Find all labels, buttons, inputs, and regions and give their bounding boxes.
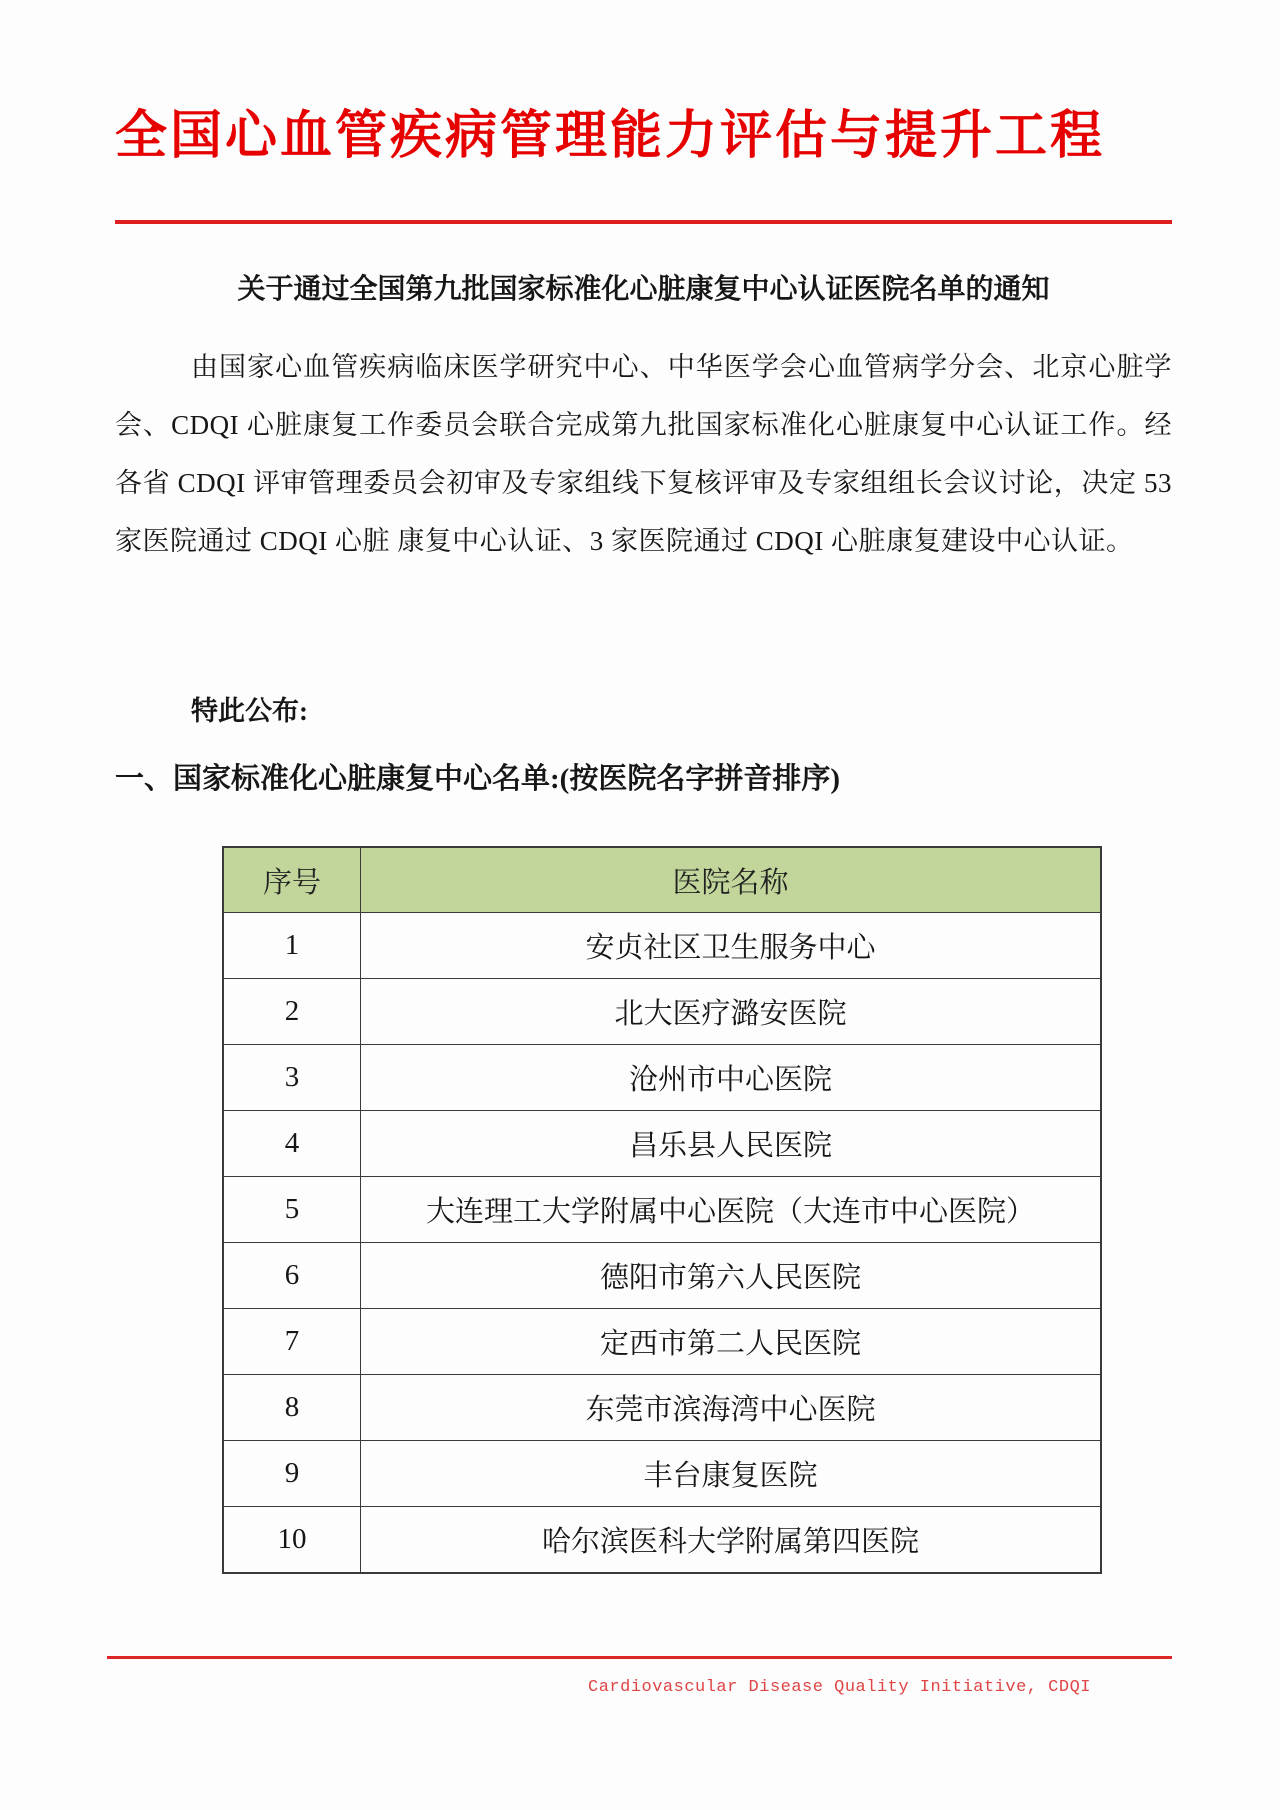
section-heading: 一、国家标准化心脏康复中心名单:(按医院名字拼音排序)	[115, 763, 840, 796]
row-index: 2	[223, 979, 361, 1045]
hospital-name: 哈尔滨医科大学附属第四医院	[361, 1507, 1102, 1574]
hospital-name: 定西市第二人民医院	[361, 1309, 1102, 1375]
row-index: 10	[223, 1507, 361, 1574]
header-row	[223, 847, 1101, 913]
table-row	[223, 1375, 1101, 1441]
title-divider-rule	[115, 220, 1172, 224]
row-index: 3	[223, 1045, 361, 1111]
hospital-table	[222, 846, 1102, 1574]
footer-organization-name: Cardiovascular Disease Quality Initiative, CDQI	[588, 1678, 1091, 1697]
hospital-name: 沧州市中心医院	[361, 1045, 1102, 1111]
column-header-index: 序号	[223, 847, 361, 913]
row-index: 9	[223, 1441, 361, 1507]
table-row	[223, 913, 1101, 979]
hospital-name: 安贞社区卫生服务中心	[361, 913, 1102, 979]
hospital-name: 大连理工大学附属中心医院（大连市中心医院）	[361, 1177, 1102, 1243]
table-row	[223, 1177, 1101, 1243]
row-index: 5	[223, 1177, 361, 1243]
table-row	[223, 1243, 1101, 1309]
row-index: 1	[223, 913, 361, 979]
row-index: 7	[223, 1309, 361, 1375]
hospital-name: 德阳市第六人民医院	[361, 1243, 1102, 1309]
row-index: 4	[223, 1111, 361, 1177]
hospital-table-header	[223, 847, 1101, 913]
page-title: 全国心血管疾病管理能力评估与提升工程	[115, 108, 1106, 165]
row-index: 6	[223, 1243, 361, 1309]
table-row	[223, 1441, 1101, 1507]
hospital-name: 昌乐县人民医院	[361, 1111, 1102, 1177]
table-row	[223, 1507, 1101, 1574]
body-paragraph: 由国家心血管疾病临床医学研究中心、中华医学会心血管病学分会、北京心脏学会、CDQI 心脏康复工作委员会联合完成第九批国家标准化心脏康复中心认证工作。经各省 CDQI 评审管理委员会初审及专家组线下复核评审及专家组组长会议讨论，决定 53 家医院通过 CDQI 心脏 康复中心认证、3 家医院通过 CDQI 心脏康复建设中心认证。	[115, 352, 1172, 557]
announcement-line: 特此公布:	[191, 696, 308, 727]
table-row	[223, 1309, 1101, 1375]
hospital-table-body	[223, 913, 1101, 1574]
footer-divider-rule	[107, 1656, 1172, 1659]
hospital-name: 东莞市滨海湾中心医院	[361, 1375, 1102, 1441]
column-header-hospital-name: 医院名称	[361, 847, 1102, 913]
table-row	[223, 1111, 1101, 1177]
table-row	[223, 1045, 1101, 1111]
hospital-name: 丰台康复医院	[361, 1441, 1102, 1507]
row-index: 8	[223, 1375, 361, 1441]
notice-subtitle: 关于通过全国第九批国家标准化心脏康复中心认证医院名单的通知	[237, 274, 1050, 306]
hospital-name: 北大医疗潞安医院	[361, 979, 1102, 1045]
table-row	[223, 979, 1101, 1045]
